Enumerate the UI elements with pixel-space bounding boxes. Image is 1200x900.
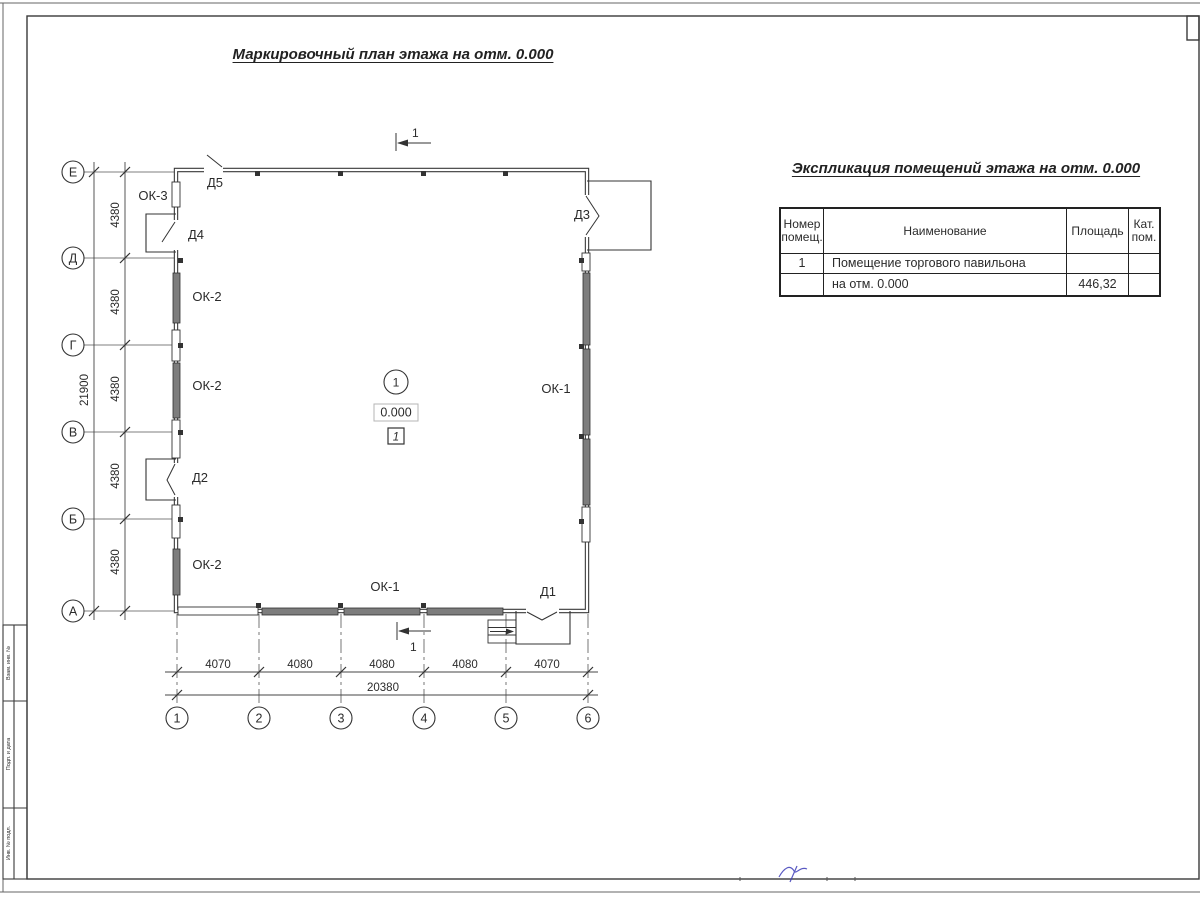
cell-room-number [781,274,824,295]
plan-title: Маркировочный план этажа на отм. 0.000 [232,46,554,63]
dim-4070: 4070 [534,659,560,671]
axis-row-label: Г [69,338,77,353]
axis-col-label: 3 [337,711,345,726]
room-elevation: 0.000 [380,405,412,420]
window-tag-ok2: ОК-2 [192,289,222,304]
axis-col-label: 6 [584,711,592,726]
door-tag-d1: Д1 [539,584,557,599]
section-number-top: 1 [412,126,419,140]
col-header-room-number: Номер помещ. [781,209,824,254]
dim-4080: 4080 [452,659,478,671]
window-ok1 [583,273,590,345]
steps-arrow-icon [506,629,514,635]
window-ok1 [427,608,503,615]
axis-row-label: Б [68,512,78,527]
dim-20380: 20380 [367,682,399,694]
window-tag-ok2: ОК-2 [192,378,222,393]
cell-room-category [1129,254,1159,274]
col-header-area: Площадь [1067,209,1129,254]
exterior-walls [176,170,587,611]
dim-4380: 4380 [110,376,122,402]
axis-row-label: Е [68,165,78,180]
window-ok3 [172,182,180,207]
door-tag-d2: Д2 [191,470,209,485]
section-arrow-icon [398,628,409,635]
axis-bubbles-cols [166,707,599,729]
door-openings [171,164,592,616]
dim-21900: 21900 [79,374,91,406]
section-mark-bottom [397,622,431,640]
wall-columns [178,171,584,608]
axis-row-label: В [68,425,78,440]
cell-room-name: на отм. 0.000 [824,274,1067,295]
floor-type-mark: 1 [392,431,400,444]
axis-row-label: А [68,604,78,619]
left-stamp-labels [6,646,12,860]
stamp-label: Подп. и дата [6,737,12,771]
section-arrow-icon [397,140,408,147]
window-ok2 [173,549,180,595]
col-header-name: Наименование [824,209,1067,254]
dim-4380: 4380 [110,289,122,315]
door-tag-d5: Д5 [206,175,224,190]
cell-room-category [1129,274,1159,295]
window-tag-ok3: ОК-3 [138,188,168,203]
explication-table [779,207,1161,297]
cell-room-name: Помещение торгового павильона [824,254,1067,274]
door-leaves [162,155,599,620]
window-bands [173,273,590,615]
col-header-category: Кат. пом. [1129,209,1159,254]
window-ok1 [344,608,420,615]
window-tag-ok2: ОК-2 [192,557,222,572]
window-tag-ok1: ОК-1 [370,579,400,594]
dim-4380: 4380 [110,202,122,228]
dim-4080: 4080 [287,659,313,671]
axis-row-label: Д [68,251,78,266]
cell-room-number: 1 [781,254,824,274]
inner-frame [27,16,1199,879]
door-tag-d4: Д4 [187,227,205,242]
opening-tags [138,175,590,599]
cell-room-area [1067,254,1129,274]
window-ok2 [173,363,180,418]
window-ok1 [262,608,338,615]
stamp-label: Инв. № подл. [6,825,12,861]
room-number: 1 [392,375,400,390]
window-ok1 [583,349,590,435]
stamp-label: Взам. инв. № [6,645,12,681]
section-number-bottom: 1 [410,640,417,654]
dim-4080: 4080 [369,659,395,671]
axis-bubble-labels [69,166,592,726]
window-ok2 [173,273,180,323]
cell-room-area: 446,32 [1067,274,1129,295]
window-frames [172,182,590,615]
dim-4380: 4380 [110,463,122,489]
axis-col-label: 4 [420,711,428,726]
axis-col-label: 2 [255,711,263,726]
axis-col-label: 1 [173,711,181,726]
dim-4070: 4070 [205,659,231,671]
entrance-steps [488,620,516,643]
window-ok1 [583,439,590,505]
vestibule-d3 [587,181,651,250]
explication-title: Экспликация помещений этажа на отм. 0.000 [791,160,1141,177]
window-tag-ok1: ОК-1 [541,381,571,396]
dim-4380: 4380 [110,549,122,575]
door-tag-d3: Д3 [573,207,591,222]
frame-corner-box [1187,16,1199,40]
axis-col-label: 5 [502,711,510,726]
